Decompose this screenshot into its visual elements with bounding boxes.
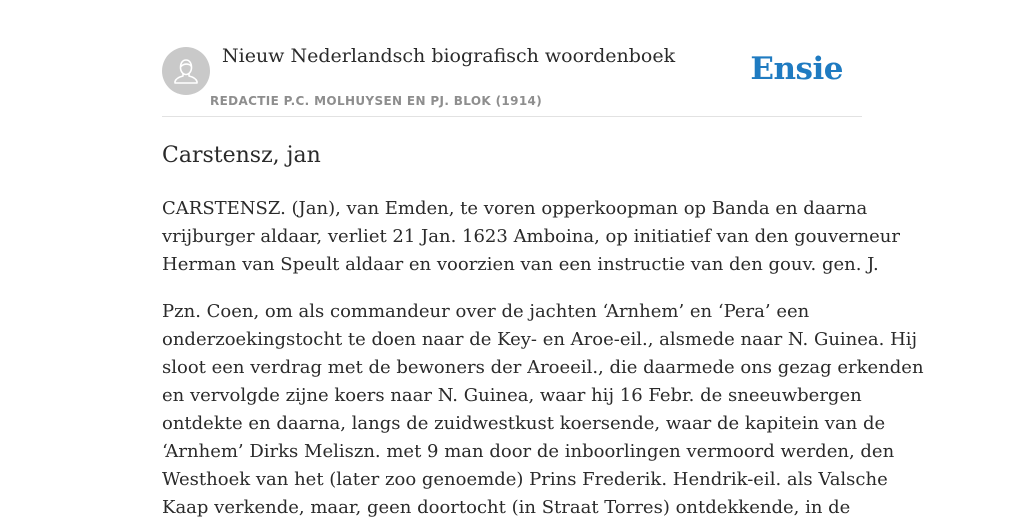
paragraph-line: vrijburger aldaar, verliet 21 Jan. 1623 Amboina, op initiatief van den gouverneur (162, 226, 900, 247)
brand-logo[interactable]: Ensie (750, 51, 843, 87)
paragraph-line: ‘Arnhem’ Dirks Meliszn. met 9 man door de inboorlingen vermoord werden, den (162, 441, 895, 462)
paragraph-line: Westhoek van het (later zoo genoemde) Prins Frederik. Hendrik-eil. als Valsche (162, 469, 888, 490)
page-container (162, 0, 924, 522)
user-silhouette-icon[interactable] (162, 47, 210, 95)
paragraph-line: en vervolgde zijne koers naar N. Guinea, waar hij 16 Febr. de sneeuwbergen (162, 385, 862, 406)
paragraph-line: CARSTENSZ. (Jan), van Emden, te voren opperkoopman op Banda en daarna (162, 198, 868, 219)
entry-paragraph-2 (162, 298, 924, 522)
paragraph-line: Herman van Speult aldaar en voorzien van een instructie van den gouv. gen. J. (162, 254, 879, 275)
paragraph-line: onderzoekingstocht te doen naar de Key- en Aroe-eil., alsmede naar N. Guinea. Hij (162, 329, 918, 350)
book-editors: REDACTIE P.C. MOLHUYSEN EN PJ. BLOK (1914) (210, 94, 543, 108)
paragraph-line: ontdekte en daarna, langs de zuidwestkust koersende, waar de kapitein van de (162, 413, 886, 434)
paragraph-line: Kaap verkende, maar, geen doortocht (in Straat Torres) ontdekkende, in de (162, 497, 851, 518)
entry-paragraph-1 (162, 195, 900, 279)
paragraph-line: Pzn. Coen, om als commandeur over de jachten ‘Arnhem’ en ‘Pera’ een (162, 301, 810, 322)
paragraph-line: sloot een verdrag met de bewoners der Aroeeil., die daarmede ons gezag erkenden (162, 357, 924, 378)
site-header (162, 0, 862, 117)
entry-title: Carstensz, jan (162, 143, 321, 168)
book-title[interactable]: Nieuw Nederlandsch biografisch woordenboek (222, 45, 676, 67)
